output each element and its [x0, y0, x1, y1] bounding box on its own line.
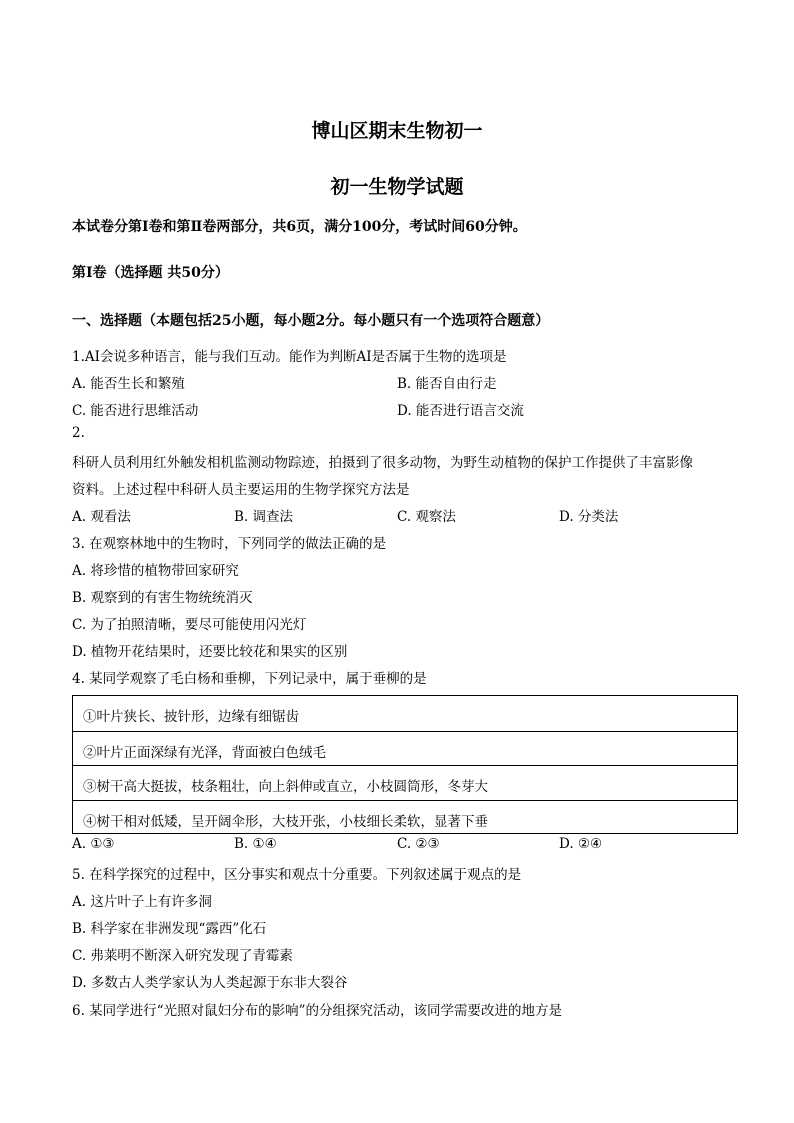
question-4-option-d: D. ②④: [559, 836, 603, 852]
table-cell: ②叶片正面深绿有光泽，背面被白色绒毛: [83, 745, 326, 761]
exam-intro: 本试卷分第Ⅰ卷和第Ⅱ卷两部分，共6页，满分100分，考试时间60分钟。: [72, 219, 527, 235]
page-subtitle: 初一生物学试题: [330, 176, 464, 198]
table-cell: ④树干相对低矮，呈开阔伞形，大枝开张，小枝细长柔软，显著下垂: [83, 814, 488, 830]
question-2-option-b: B. 调查法: [234, 509, 294, 525]
question-2-line-1: 科研人员利用红外触发相机监测动物踪迹，拍摄到了很多动物，为野生动植物的保护工作提供了丰富影像: [72, 455, 693, 471]
question-1-stem: 1.AI会说多种语言，能与我们互动。能作为判断AI是否属于生物的选项是: [72, 349, 507, 365]
question-1-option-c: C. 能否进行思维活动: [72, 403, 199, 419]
question-2-number: 2.: [72, 425, 85, 441]
table-cell: ③树干高大挺拔，枝条粗壮，向上斜伸或直立，小枝圆筒形，冬芽大: [83, 779, 488, 795]
question-2-option-d: D. 分类法: [559, 509, 619, 525]
question-2-line-2: 资料。上述过程中科研人员主要运用的生物学探究方法是: [72, 482, 410, 498]
question-5-option-d: D. 多数古人类学家认为人类起源于东非大裂谷: [72, 975, 348, 991]
question-3-option-a: A. 将珍惜的植物带回家研究: [72, 563, 239, 579]
question-4-record-table: [72, 695, 738, 834]
question-5-option-b: B. 科学家在非洲发现“露西”化石: [72, 921, 267, 937]
table-row: [73, 731, 737, 765]
question-5-option-a: A. 这片叶子上有许多洞: [72, 894, 212, 910]
question-4-option-b: B. ①④: [234, 836, 277, 852]
question-2-option-c: C. 观察法: [397, 509, 456, 525]
table-row: [73, 765, 737, 800]
question-1-option-d: D. 能否进行语言交流: [397, 403, 524, 419]
question-1-option-b: B. 能否自由行走: [397, 376, 497, 392]
question-3-option-c: C. 为了拍照清晰，要尽可能使用闪光灯: [72, 617, 307, 633]
question-4-option-a: A. ①③: [72, 836, 115, 852]
table-row: [73, 800, 737, 833]
question-3-stem: 3. 在观察林地中的生物时，下列同学的做法正确的是: [72, 536, 387, 552]
question-1-option-a: A. 能否生长和繁殖: [72, 376, 185, 392]
question-5-option-c: C. 弗莱明不断深入研究发现了青霉素: [72, 948, 293, 964]
question-5-stem: 5. 在科学探究的过程中，区分事实和观点十分重要。下列叙述属于观点的是: [72, 867, 522, 883]
question-3-option-d: D. 植物开花结果时，还要比较花和果实的区别: [72, 644, 348, 660]
question-3-option-b: B. 观察到的有害生物统统消灭: [72, 590, 253, 606]
question-2-option-a: A. 观看法: [72, 509, 131, 525]
question-4-option-c: C. ②③: [397, 836, 440, 852]
page-title: 博山区期末生物初一: [311, 120, 483, 142]
table-row: [73, 696, 737, 731]
volume-heading: 第Ⅰ卷（选择题 共50分）: [72, 265, 229, 281]
question-4-stem: 4. 某同学观察了毛白杨和垂柳，下列记录中，属于垂柳的是: [72, 671, 427, 687]
table-cell: ①叶片狭长、披针形，边缘有细锯齿: [83, 709, 299, 725]
section-heading: 一、选择题（本题包括25小题，每小题2分。每小题只有一个选项符合题意）: [72, 313, 550, 329]
question-6-stem: 6. 某同学进行“光照对鼠妇分布的影响”的分组探究活动，该同学需要改进的地方是: [72, 1003, 562, 1019]
